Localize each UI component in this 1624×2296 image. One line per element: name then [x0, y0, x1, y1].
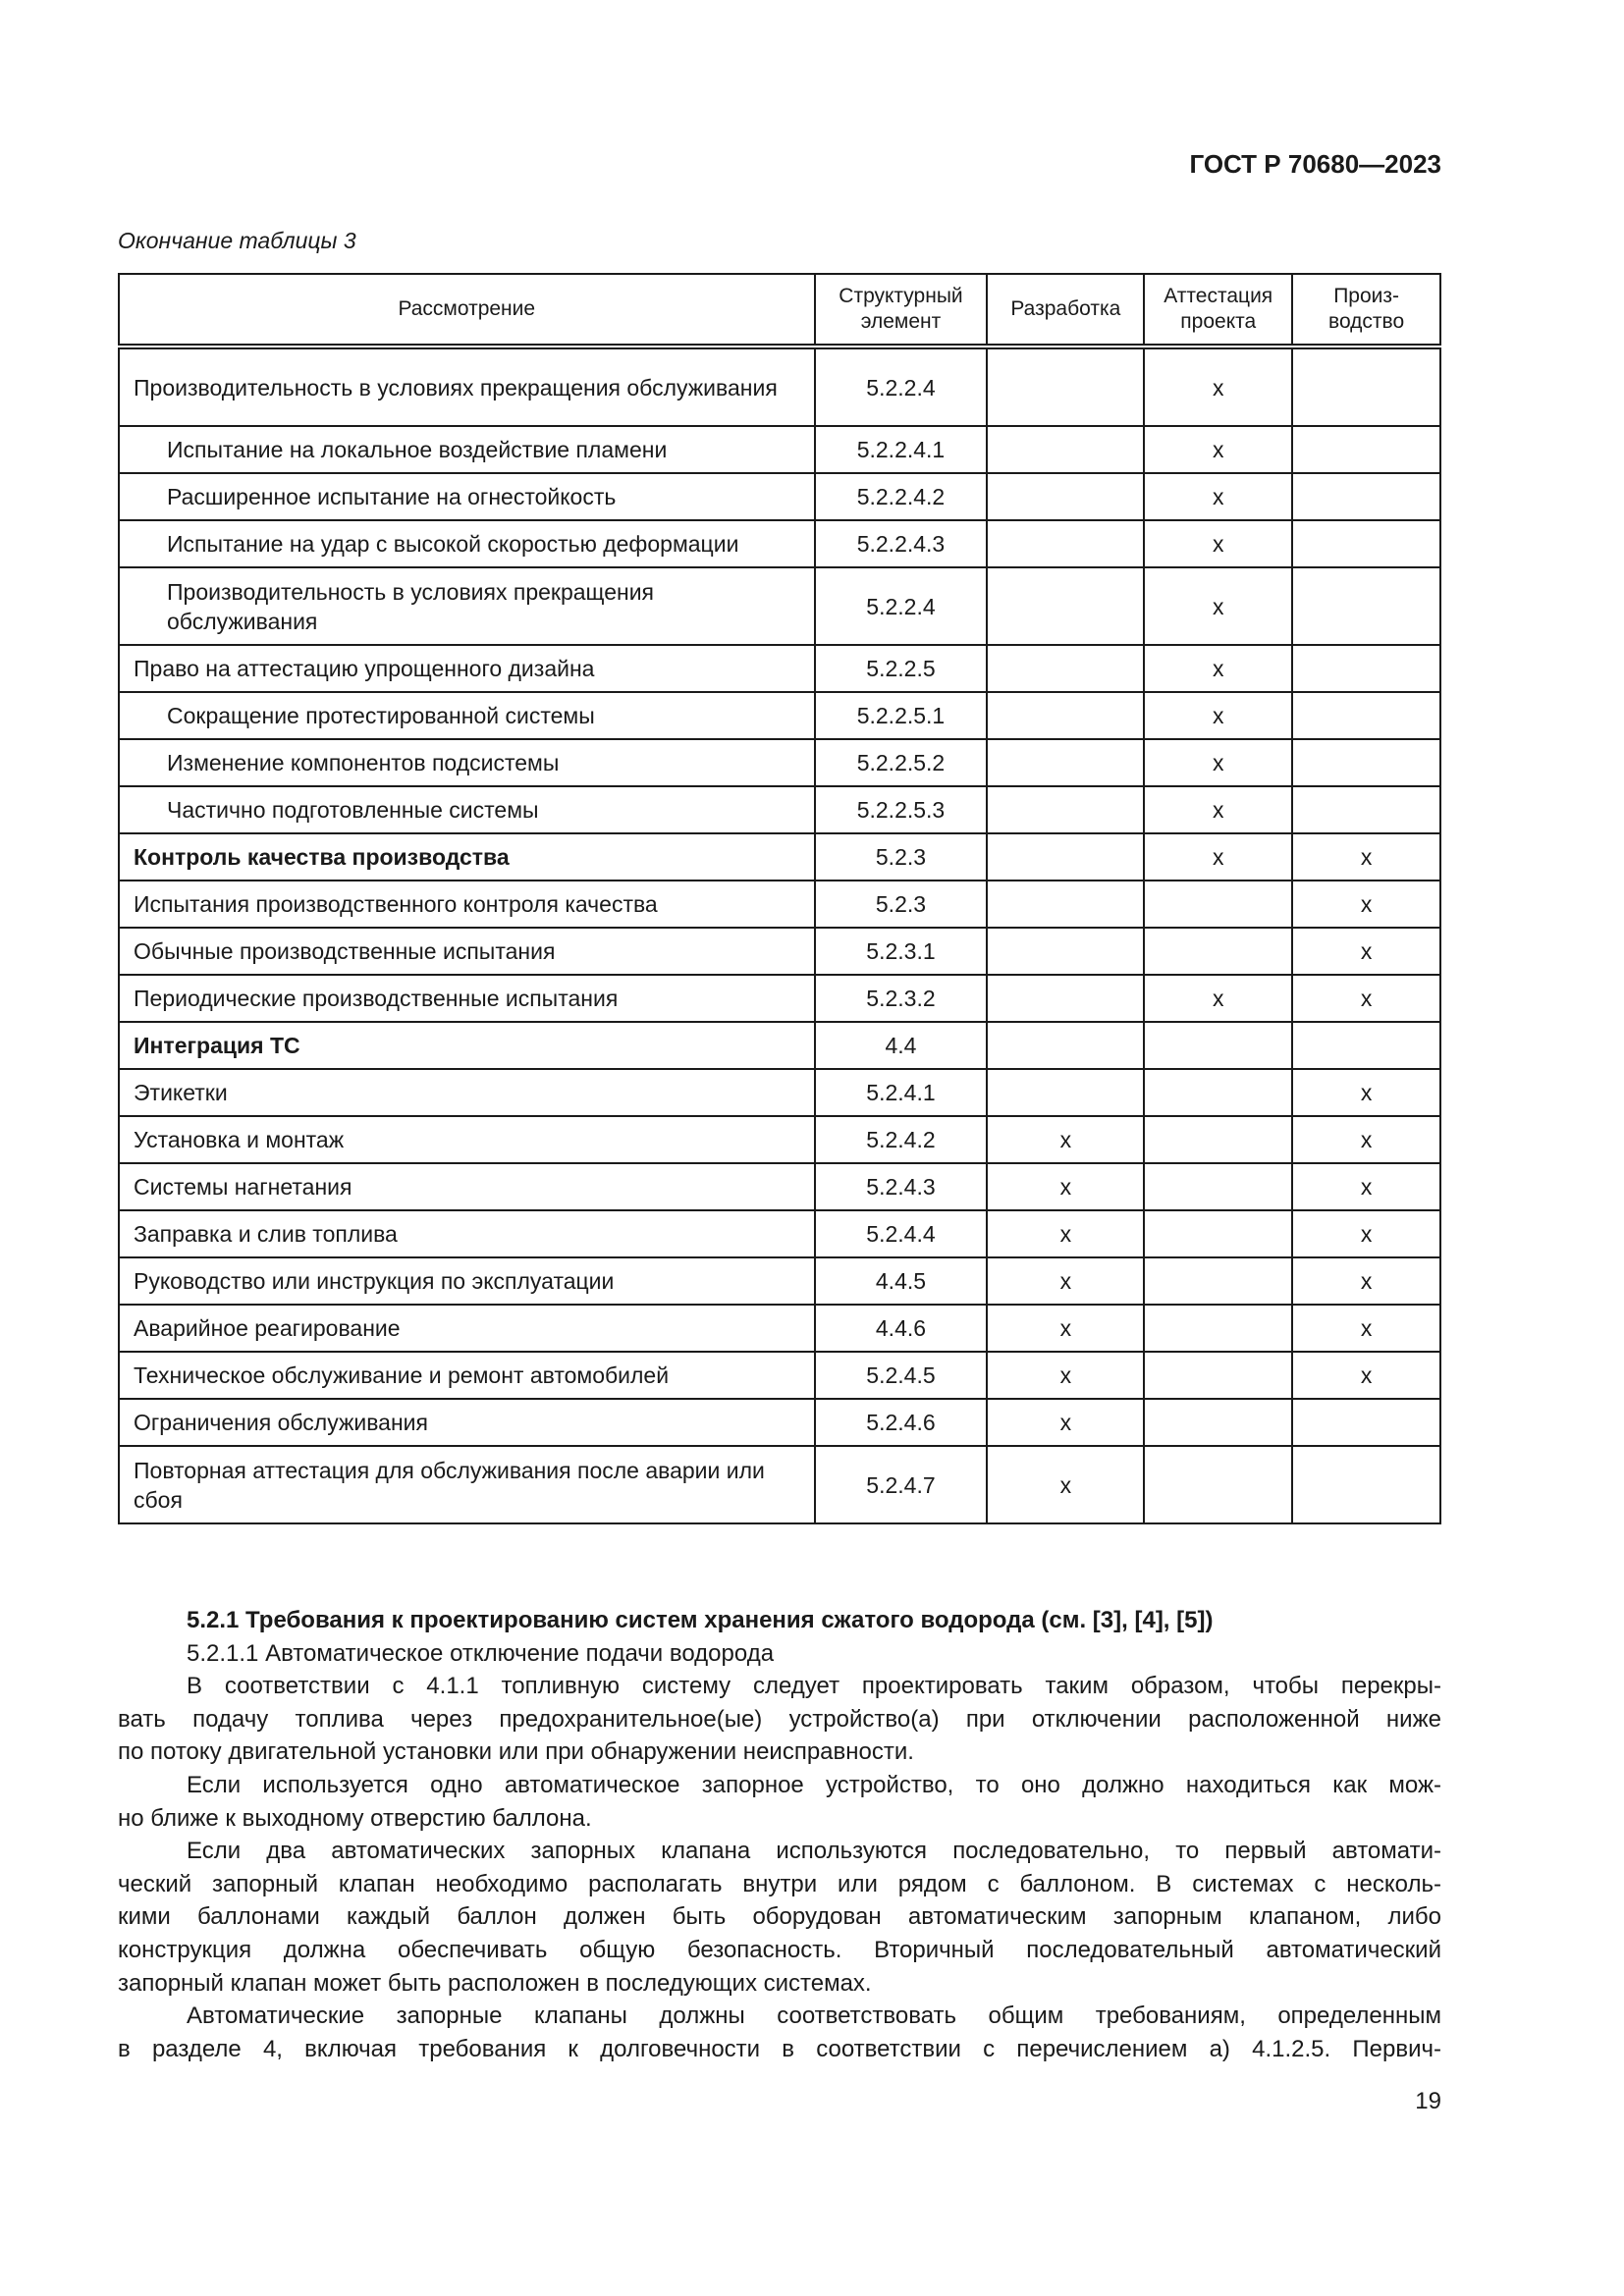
development-cell: [987, 645, 1144, 692]
certification-cell: x: [1144, 347, 1292, 426]
structural-element-cell: 5.2.2.5.2: [815, 739, 988, 786]
table-row: [119, 975, 1440, 1022]
certification-cell: [1144, 1069, 1292, 1116]
production-cell: [1292, 473, 1440, 520]
table-row: [119, 786, 1440, 833]
table-row: [119, 739, 1440, 786]
structural-element-cell: 5.2.4.5: [815, 1352, 988, 1399]
table-row: [119, 928, 1440, 975]
production-cell: [1292, 567, 1440, 645]
structural-element-cell: 5.2.2.5: [815, 645, 988, 692]
table-row: [119, 1022, 1440, 1069]
column-header: Структурный элемент: [815, 274, 988, 347]
table-row: [119, 1116, 1440, 1163]
production-cell: [1292, 347, 1440, 426]
production-cell: [1292, 426, 1440, 473]
development-cell: [987, 692, 1144, 739]
production-cell: x: [1292, 1163, 1440, 1210]
column-header: Разработка: [987, 274, 1144, 347]
table-row: [119, 426, 1440, 473]
certification-cell: [1144, 1257, 1292, 1305]
table-row: [119, 1446, 1440, 1523]
production-cell: [1292, 645, 1440, 692]
production-cell: x: [1292, 1305, 1440, 1352]
document-code: ГОСТ Р 70680—2023: [1189, 149, 1441, 179]
consideration-cell: Аварийное реагирование: [119, 1305, 815, 1352]
certification-cell: [1144, 1116, 1292, 1163]
production-cell: [1292, 739, 1440, 786]
development-cell: [987, 833, 1144, 881]
table-row: [119, 1210, 1440, 1257]
table-row: [119, 1399, 1440, 1446]
consideration-cell: Обычные производственные испытания: [119, 928, 815, 975]
structural-element-cell: 5.2.4.4: [815, 1210, 988, 1257]
development-cell: [987, 1069, 1144, 1116]
development-cell: x: [987, 1257, 1144, 1305]
structural-element-cell: 5.2.2.4: [815, 347, 988, 426]
paragraph-line: кими баллонами каждый баллон должен быть оборудован автоматическим запорным клапаном, либо: [118, 1903, 1441, 1931]
consideration-cell: Руководство или инструкция по эксплуатации: [119, 1257, 815, 1305]
paragraph: [118, 1670, 1441, 1769]
paragraph-line: в разделе 4, включая требования к долговечности в соответствии с перечислением а) 4.1.2.5. Первич-: [118, 2035, 1441, 2062]
development-cell: [987, 347, 1144, 426]
column-header: Аттестация проекта: [1144, 274, 1292, 347]
paragraph: [118, 2000, 1441, 2065]
certification-cell: x: [1144, 692, 1292, 739]
development-cell: x: [987, 1210, 1144, 1257]
development-cell: [987, 928, 1144, 975]
certification-cell: x: [1144, 833, 1292, 881]
certification-cell: [1144, 1352, 1292, 1399]
consideration-cell: Изменение компонентов подсистемы: [119, 739, 815, 786]
development-cell: [987, 567, 1144, 645]
structural-element-cell: 4.4: [815, 1022, 988, 1069]
table-row: [119, 520, 1440, 567]
development-cell: x: [987, 1446, 1144, 1523]
consideration-cell: Производительность в условиях прекращения обслуживания: [119, 347, 815, 426]
production-cell: [1292, 692, 1440, 739]
consideration-cell: Контроль качества производства: [119, 833, 815, 881]
development-cell: x: [987, 1163, 1144, 1210]
production-cell: x: [1292, 1069, 1440, 1116]
paragraph-line: запорный клапан может быть расположен в последующих системах.: [118, 1969, 872, 1997]
production-cell: x: [1292, 1352, 1440, 1399]
structural-element-cell: 5.2.2.4.1: [815, 426, 988, 473]
development-cell: [987, 473, 1144, 520]
structural-element-cell: 5.2.3.2: [815, 975, 988, 1022]
consideration-cell: Испытания производственного контроля качества: [119, 881, 815, 928]
production-cell: [1292, 1022, 1440, 1069]
table-row: [119, 1163, 1440, 1210]
certification-cell: x: [1144, 645, 1292, 692]
structural-element-cell: 5.2.4.3: [815, 1163, 988, 1210]
paragraph: [118, 1769, 1441, 1835]
development-cell: [987, 426, 1144, 473]
page-number: 19: [1415, 2088, 1441, 2114]
paragraph-line: ческий запорный клапан необходимо располагать внутри или рядом с баллоном. В системах с несколь-: [118, 1870, 1441, 1897]
structural-element-cell: 5.2.2.5.3: [815, 786, 988, 833]
certification-cell: x: [1144, 520, 1292, 567]
table-row: [119, 1352, 1440, 1399]
paragraph-line: вать подачу топлива через предохранительное(ые) устройство(а) при отключении расположенной ниже: [118, 1705, 1441, 1733]
consideration-cell: Расширенное испытание на огнестойкость: [119, 473, 815, 520]
consideration-cell: Право на аттестацию упрощенного дизайна: [119, 645, 815, 692]
table-row: [119, 1305, 1440, 1352]
structural-element-cell: 5.2.4.2: [815, 1116, 988, 1163]
consideration-cell: Частично подготовленные системы: [119, 786, 815, 833]
production-cell: [1292, 520, 1440, 567]
structural-element-cell: 4.4.6: [815, 1305, 988, 1352]
table-row: [119, 1069, 1440, 1116]
certification-cell: [1144, 1305, 1292, 1352]
certification-cell: [1144, 1210, 1292, 1257]
consideration-cell: Этикетки: [119, 1069, 815, 1116]
consideration-cell: Испытание на локальное воздействие пламени: [119, 426, 815, 473]
subsection-heading: 5.2.1.1 Автоматическое отключение подачи водорода: [187, 1639, 775, 1667]
table-row: [119, 833, 1440, 881]
paragraph-line: но ближе к выходному отверстию баллона.: [118, 1804, 592, 1832]
certification-cell: x: [1144, 426, 1292, 473]
structural-element-cell: 5.2.3.1: [815, 928, 988, 975]
table-row: [119, 567, 1440, 645]
paragraph-line: конструкция должна обеспечивать общую безопасность. Вторичный последовательный автоматический: [118, 1936, 1441, 1963]
table-row: [119, 1257, 1440, 1305]
certification-cell: [1144, 1446, 1292, 1523]
paragraph-line: Если используется одно автоматическое запорное устройство, то оно должно находиться как мож-: [187, 1771, 1441, 1798]
certification-cell: [1144, 1163, 1292, 1210]
consideration-cell: Интеграция ТС: [119, 1022, 815, 1069]
column-header: Произ-водство: [1292, 274, 1440, 347]
certification-cell: x: [1144, 567, 1292, 645]
consideration-cell: Испытание на удар с высокой скоростью деформации: [119, 520, 815, 567]
structural-element-cell: 5.2.3: [815, 881, 988, 928]
certification-cell: [1144, 1399, 1292, 1446]
requirements-table: [118, 273, 1441, 1524]
consideration-cell: Ограничения обслуживания: [119, 1399, 815, 1446]
certification-cell: x: [1144, 975, 1292, 1022]
consideration-cell: Системы нагнетания: [119, 1163, 815, 1210]
structural-element-cell: 5.2.4.7: [815, 1446, 988, 1523]
consideration-cell: Периодические производственные испытания: [119, 975, 815, 1022]
development-cell: [987, 1022, 1144, 1069]
consideration-cell: Повторная аттестация для обслуживания после аварии или сбоя: [119, 1446, 815, 1523]
section-heading: 5.2.1 Требования к проектированию систем хранения сжатого водорода (см. [3], [4], [5]): [187, 1607, 1214, 1633]
production-cell: [1292, 786, 1440, 833]
development-cell: [987, 881, 1144, 928]
body-text: [118, 1604, 1441, 2065]
production-cell: x: [1292, 928, 1440, 975]
consideration-cell: Сокращение протестированной системы: [119, 692, 815, 739]
production-cell: x: [1292, 1257, 1440, 1305]
certification-cell: x: [1144, 473, 1292, 520]
table-row: [119, 473, 1440, 520]
structural-element-cell: 5.2.3: [815, 833, 988, 881]
development-cell: [987, 975, 1144, 1022]
consideration-cell: Техническое обслуживание и ремонт автомобилей: [119, 1352, 815, 1399]
structural-element-cell: 5.2.4.6: [815, 1399, 988, 1446]
table-row: [119, 347, 1440, 426]
table-caption: Окончание таблицы 3: [118, 228, 356, 253]
consideration-cell: Заправка и слив топлива: [119, 1210, 815, 1257]
certification-cell: [1144, 928, 1292, 975]
development-cell: x: [987, 1399, 1144, 1446]
production-cell: [1292, 1446, 1440, 1523]
development-cell: x: [987, 1352, 1144, 1399]
structural-element-cell: 5.2.2.5.1: [815, 692, 988, 739]
structural-element-cell: 5.2.4.1: [815, 1069, 988, 1116]
paragraph-line: по потоку двигательной установки или при обнаружении неисправности.: [118, 1738, 914, 1766]
table-row: [119, 881, 1440, 928]
table-row: [119, 645, 1440, 692]
production-cell: x: [1292, 833, 1440, 881]
paragraph-line: Если два автоматических запорных клапана используются последовательно, то первый автомати-: [187, 1838, 1441, 1865]
structural-element-cell: 5.2.2.4: [815, 567, 988, 645]
certification-cell: x: [1144, 786, 1292, 833]
paragraph: [118, 1835, 1441, 2000]
structural-element-cell: 5.2.2.4.3: [815, 520, 988, 567]
column-header: Рассмотрение: [119, 274, 815, 347]
consideration-cell: Установка и монтаж: [119, 1116, 815, 1163]
development-cell: x: [987, 1305, 1144, 1352]
development-cell: [987, 520, 1144, 567]
development-cell: x: [987, 1116, 1144, 1163]
structural-element-cell: 4.4.5: [815, 1257, 988, 1305]
table-header-row: [119, 274, 1440, 347]
development-cell: [987, 786, 1144, 833]
certification-cell: [1144, 1022, 1292, 1069]
consideration-cell: Производительность в условиях прекращения обслуживания: [119, 567, 815, 645]
certification-cell: [1144, 881, 1292, 928]
production-cell: [1292, 1399, 1440, 1446]
production-cell: x: [1292, 881, 1440, 928]
table-row: [119, 692, 1440, 739]
structural-element-cell: 5.2.2.4.2: [815, 473, 988, 520]
certification-cell: x: [1144, 739, 1292, 786]
production-cell: x: [1292, 1210, 1440, 1257]
development-cell: [987, 739, 1144, 786]
production-cell: x: [1292, 975, 1440, 1022]
production-cell: x: [1292, 1116, 1440, 1163]
paragraph-line: Автоматические запорные клапаны должны соответствовать общим требованиям, определенным: [187, 2002, 1441, 2030]
paragraph-line: В соответствии с 4.1.1 топливную систему следует проектировать таким образом, чтобы перекры-: [187, 1673, 1441, 1700]
